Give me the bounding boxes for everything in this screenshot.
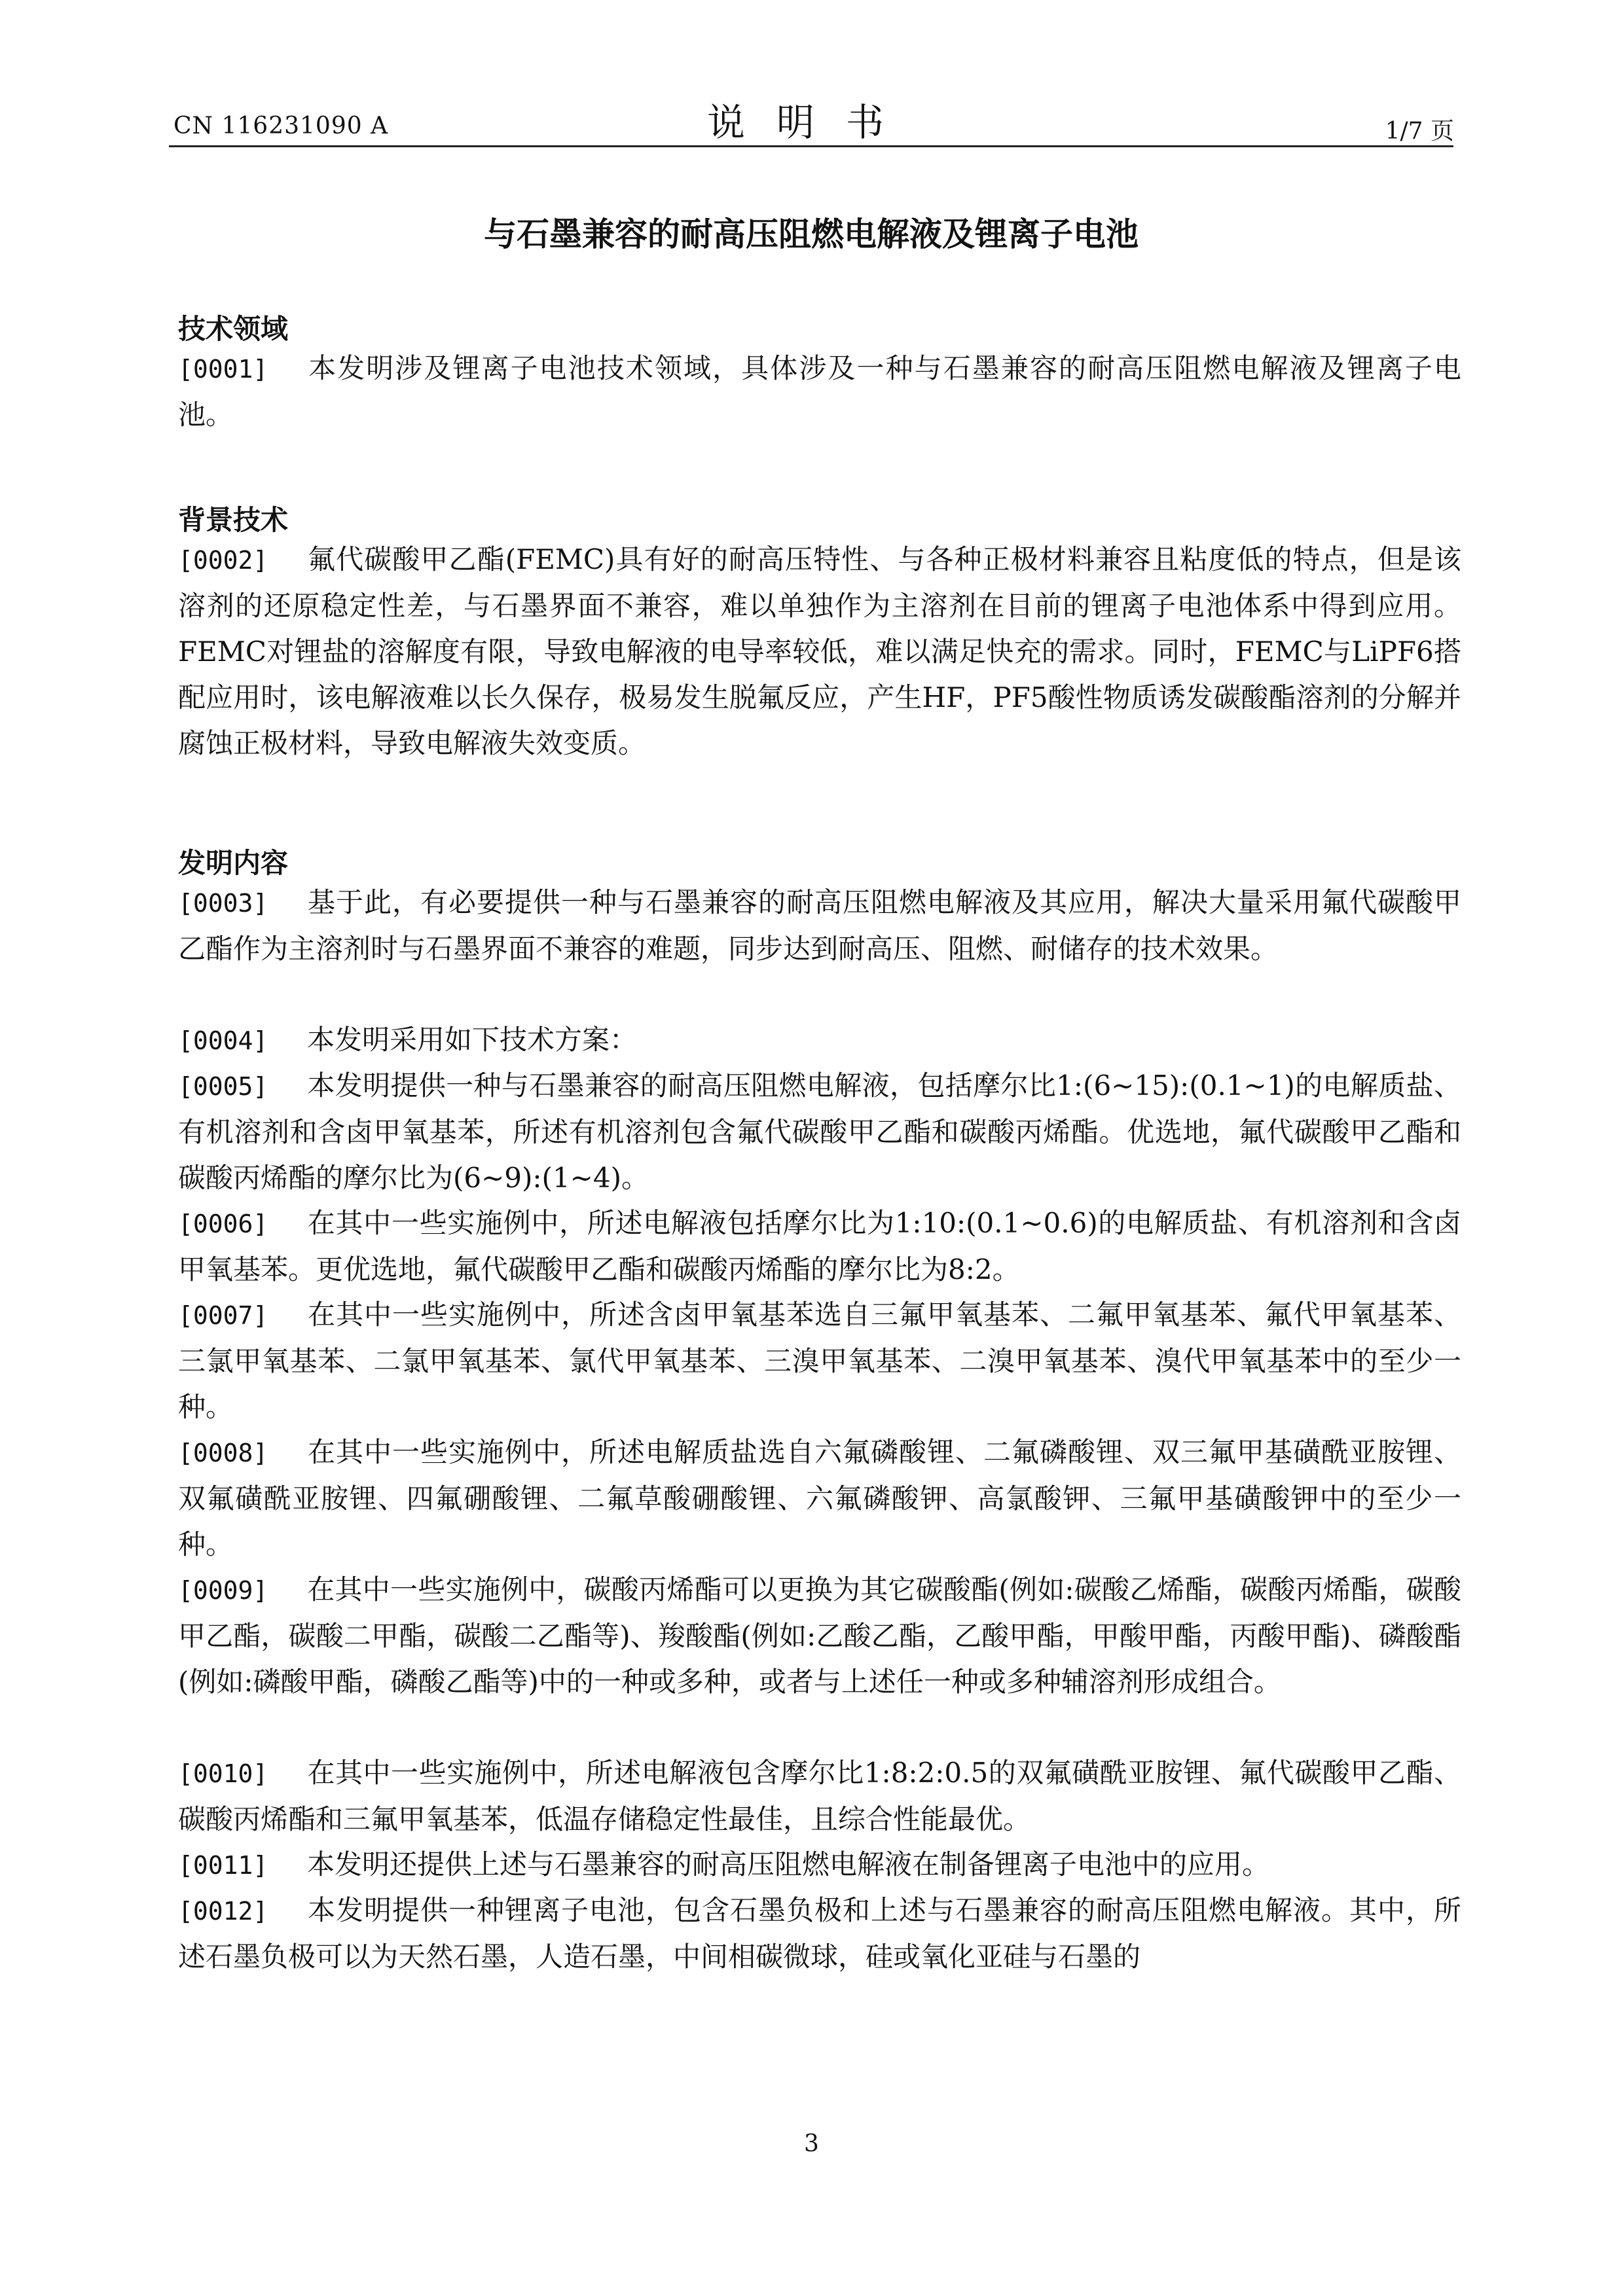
paragraph-text: 本发明涉及锂离子电池技术领域，具体涉及一种与石墨兼容的耐高压阻燃电解液及锂离子电池。 [178,352,1461,431]
paragraph-number: [0004] [178,1026,268,1055]
paragraph [178,537,1461,766]
paragraph-number: [0008] [178,1439,268,1467]
paragraph-text: 在其中一些实施例中，碳酸丙烯酯可以更换为其它碳酸酯(例如:碳酸乙烯酯，碳酸丙烯酯，碳酸甲乙酯，碳酸二甲酯，碳酸二乙酯等)、羧酸酯(例如:乙酸乙酯，乙酸甲酯，甲酸甲酯，丙酸甲酯)、磷酸酯(例如:磷酸甲酯，磷酸乙酯等)中的一种或多种，或者与上述任一种或多种辅溶剂形成组合。 [178,1573,1461,1698]
paragraph-text: 基于此，有必要提供一种与石墨兼容的耐高压阻燃电解液及其应用，解决大量采用氟代碳酸甲乙酯作为主溶剂时与石墨界面不兼容的难题，同步达到耐高压、阻燃、耐储存的技术效果。 [178,886,1461,965]
paragraph-number: [0012] [178,1897,268,1926]
section-heading-background: 背景技术 [178,504,289,536]
paragraph-number: [0007] [178,1301,268,1330]
paragraph [178,1292,1461,1430]
paragraph-text: 在其中一些实施例中，所述电解液包含摩尔比1:8:2:0.5的双氟磺酰亚胺锂、氟代碳酸甲乙酯、碳酸丙烯酯和三氟甲氧基苯，低温存储稳定性最佳，且综合性能最优。 [178,1757,1461,1835]
paragraph-number: [0009] [178,1576,268,1605]
page-number: 3 [804,2130,819,2157]
paragraph-text: 在其中一些实施例中，所述含卤甲氧基苯选自三氟甲氧基苯、二氟甲氧基苯、氟代甲氧基苯、三氯甲氧基苯、二氯甲氧基苯、氯代甲氧基苯、三溴甲氧基苯、二溴甲氧基苯、溴代甲氧基苯中的至少一种。 [178,1299,1461,1423]
document-type-title: 说明书 [707,100,916,145]
paragraph-text: 本发明提供一种锂离子电池，包含石墨负极和上述与石墨兼容的耐高压阻燃电解液。其中，所述石墨负极可以为天然石墨，人造石墨，中间相碳微球，硅或氧化亚硅与石墨的 [178,1894,1461,1973]
paragraph [178,1429,1461,1568]
paragraph-text: 本发明还提供上述与石墨兼容的耐高压阻燃电解液在制备锂离子电池中的应用。 [307,1848,1270,1880]
paragraph-number: [0011] [178,1851,268,1880]
paragraph [178,1842,1461,1888]
page-count: 1/7 页 [1385,118,1454,145]
invention-title: 与石墨兼容的耐高压阻燃电解液及锂离子电池 [484,215,1139,253]
paragraph-number: [0005] [178,1072,268,1101]
paragraph-text: 在其中一些实施例中，所述电解质盐选自六氟磷酸锂、二氟磷酸锂、双三氟甲基磺酰亚胺锂、双氟磺酰亚胺锂、四氟硼酸锂、二氟草酸硼酸锂、六氟磷酸钾、高氯酸钾、三氟甲基磺酸钾中的至少一种。 [178,1436,1461,1560]
paragraph-number: [0002] [178,546,268,575]
paragraph [178,1017,1461,1064]
paragraph [178,880,1461,972]
paragraph-number: [0010] [178,1759,268,1788]
paragraph-text: 本发明采用如下技术方案： [307,1024,638,1056]
paragraph [178,1200,1461,1293]
paragraph-number: [0001] [178,355,268,384]
patent-number: CN 116231090 A [173,113,389,139]
paragraph [178,1567,1461,1705]
paragraph-number: [0003] [178,889,268,918]
paragraph-number: [0006] [178,1210,268,1238]
paragraph [178,346,1461,438]
paragraph [178,1063,1461,1201]
paragraph [178,1750,1461,1842]
paragraph [178,1888,1461,1980]
paragraph-text: 在其中一些实施例中，所述电解液包括摩尔比为1:10:(0.1~0.6)的电解质盐、有机溶剂和含卤甲氧基苯。更优选地，氟代碳酸甲乙酯和碳酸丙烯酯的摩尔比为8:2。 [178,1207,1461,1285]
section-heading-technical-field: 技术领域 [178,313,289,345]
paragraph-text: 本发明提供一种与石墨兼容的耐高压阻燃电解液，包括摩尔比1:(6~15):(0.1~1)的电解质盐、有机溶剂和含卤甲氧基苯，所述有机溶剂包含氟代碳酸甲乙酯和碳酸丙烯酯。优选地，氟代碳酸甲乙酯和碳酸丙烯酯的摩尔比为(6~9):(1~4)。 [178,1069,1461,1194]
header-divider [169,145,1453,147]
paragraph-text: 氟代碳酸甲乙酯(FEMC)具有好的耐高压特性、与各种正极材料兼容且粘度低的特点，但是该溶剂的还原稳定性差，与石墨界面不兼容，难以单独作为主溶剂在目前的锂离子电池体系中得到应用。FEMC对锂盐的溶解度有限，导致电解液的电导率较低，难以满足快充的需求。同时，FEMC与LiPF6搭配应用时，该电解液难以长久保存，极易发生脱氟反应，产生HF，PF5酸性物质诱发碳酸酯溶剂的分解并腐蚀正极材料，导致电解液失效变质。 [178,543,1461,759]
section-heading-summary: 发明内容 [178,847,289,879]
